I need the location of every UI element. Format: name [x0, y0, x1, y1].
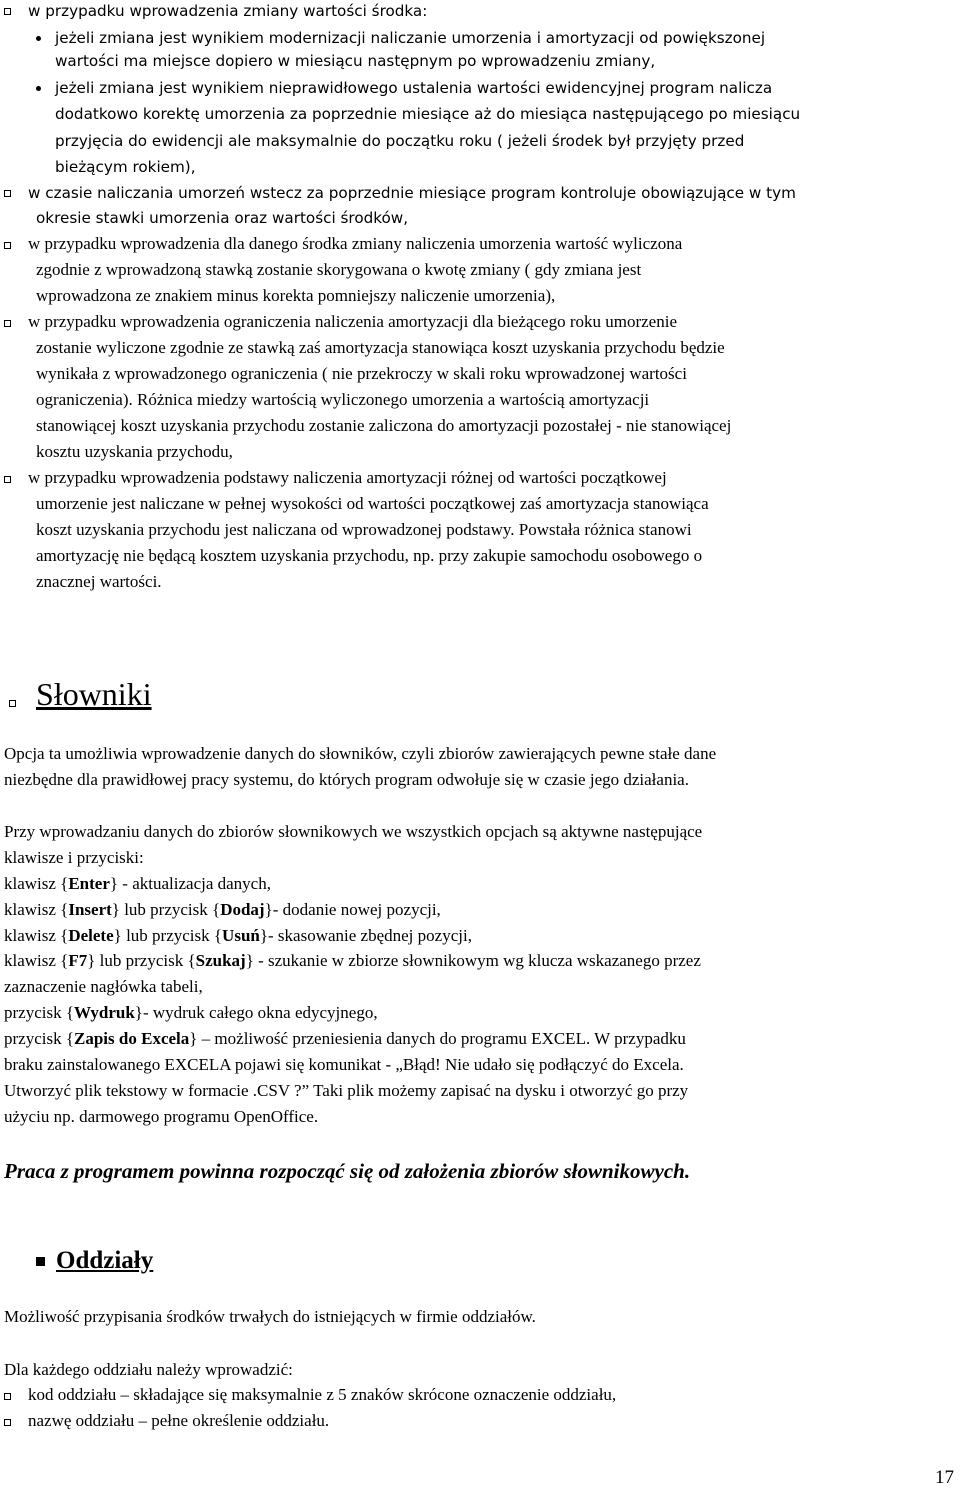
text-line: kosztu uzyskania przychodu, — [36, 442, 233, 461]
key-row-excel: przycisk {Zapis do Excela} – możliwość przeniesienia danych do programu EXCEL. W przypadku — [4, 1029, 686, 1048]
text-line: zostanie wyliczone zgodnie ze stawką zaś amortyzacja stanowiąca koszt uzyskania przychodu będzie — [36, 338, 725, 357]
checkbox-bullet-icon — [4, 476, 11, 483]
text-line: w przypadku wprowadzenia dla danego środka zmiany naliczenia umorzenia wartość wyliczona — [28, 234, 683, 253]
text-line: amortyzację nie będącą kosztem uzyskania przychodu, np. przy zakupie samochodu osobowego o — [36, 546, 703, 565]
section-title-slowniki: Słowniki — [36, 676, 152, 712]
checkbox-bullet-icon — [9, 700, 16, 707]
page-number: 17 — [935, 1467, 954, 1488]
checkbox-bullet-icon — [4, 242, 11, 249]
text-line: bieżącym rokiem), — [55, 158, 196, 176]
key-row-enter: klawisz {Enter} - aktualizacja danych, — [4, 874, 271, 893]
text-line: niezbędne dla prawidłowej pracy systemu, do których program odwołuje się w czasie jego działania. — [4, 770, 689, 789]
text-line: Przy wprowadzaniu danych do zbiorów słownikowych we wszystkich opcjach są aktywne następujące — [4, 822, 703, 841]
change-list-heading: w przypadku wprowadzenia zmiany wartości środka: — [28, 2, 428, 20]
text-line: Opcja ta umożliwia wprowadzenie danych do słowników, czyli zbiorów zawierających pewne stałe dane — [4, 744, 717, 763]
round-bullet-icon — [36, 86, 41, 91]
text-line: w czasie naliczania umorzeń wstecz za poprzednie miesiące program kontroluje obowiązujące w tym — [28, 184, 796, 202]
list-item: nazwę oddziału – pełne określenie oddziału. — [28, 1411, 330, 1430]
text-line: braku zainstalowanego EXCELA pojawi się komunikat - „Błąd! Nie udało się podłączyć do Excela. — [4, 1055, 684, 1074]
text-line: przyjęcia do ewidencji ale maksymalnie do początku roku ( jeżeli środek był przyjęty przed — [55, 132, 745, 150]
key-row-f7: klawisz {F7} lub przycisk {Szukaj} - szukanie w zbiorze słownikowym wg klucza wskazanego przez — [4, 951, 701, 970]
checkbox-bullet-icon — [4, 320, 11, 327]
text-line: okresie stawki umorzenia oraz wartości środków, — [36, 209, 409, 227]
text-line: Utworzyć plik tekstowy w formacie .CSV ?” Taki plik możemy zapisać na dysku i otworzyć go przy — [4, 1081, 689, 1100]
key-row-insert: klawisz {Insert} lub przycisk {Dodaj}- dodanie nowej pozycji, — [4, 900, 441, 919]
text-line: w przypadku wprowadzenia ograniczenia naliczenia amortyzacji dla bieżącego roku umorzenie — [28, 312, 677, 331]
text-line: stanowiącej koszt uzyskania przychodu zostanie zaliczona do amortyzacji pozostałej - nie stanowiącej — [36, 416, 732, 435]
text-line: ograniczenia). Różnica miedzy wartością wyliczonego umorzenia a wartością amortyzacji — [36, 390, 650, 409]
text-line: użyciu np. darmowego programu OpenOffice. — [4, 1107, 319, 1126]
section-title-oddzialy: Oddziały — [56, 1247, 154, 1274]
text-line: koszt uzyskania przychodu jest naliczana od wprowadzonej podstawy. Powstała różnica stanowi — [36, 520, 692, 539]
checkbox-bullet-icon — [4, 1419, 11, 1426]
text-line: znacznej wartości. — [36, 572, 162, 591]
text-line: umorzenie jest naliczane w pełnej wysokości od wartości początkowej zaś amortyzacja stanowiąca — [36, 494, 709, 513]
list-item: kod oddziału – składające się maksymalnie z 5 znaków skrócone oznaczenie oddziału, — [28, 1385, 617, 1404]
text-line: jeżeli zmiana jest wynikiem nieprawidłowego ustalenia wartości ewidencyjnej program nalicza — [55, 79, 773, 97]
text-line: wynikała z wprowadzonego ograniczenia ( nie przekroczy w skali roku wprowadzonej wartości — [36, 364, 687, 383]
checkbox-bullet-icon — [4, 190, 11, 197]
round-bullet-icon — [36, 36, 41, 41]
text-line: Dla każdego oddziału należy wprowadzić: — [4, 1360, 293, 1379]
text-line: zgodnie z wprowadzoną stawką zostanie skorygowana o kwotę zmiany ( gdy zmiana jest — [36, 260, 642, 279]
text-line: dodatkowo korektę umorzenia za poprzednie miesiące aż do miesiąca następującego po miesiącu — [55, 105, 801, 123]
checkbox-bullet-icon — [4, 8, 11, 15]
text-line: klawisze i przyciski: — [4, 848, 144, 867]
text-line: jeżeli zmiana jest wynikiem modernizacji naliczanie umorzenia i amortyzacji od powiększonej — [55, 29, 766, 47]
text-line: wartości ma miejsce dopiero w miesiącu następnym po wprowadzeniu zmiany, — [55, 52, 656, 70]
key-row-delete: klawisz {Delete} lub przycisk {Usuń}- skasowanie zbędnej pozycji, — [4, 926, 472, 945]
text-line: zaznaczenie nagłówka tabeli, — [4, 977, 203, 996]
square-bullet-icon — [36, 1257, 45, 1266]
important-note: Praca z programem powinna rozpocząć się od założenia zbiorów słownikowych. — [4, 1159, 691, 1183]
key-row-wydruk: przycisk {Wydruk}- wydruk całego okna edycyjnego, — [4, 1003, 378, 1022]
text-line: w przypadku wprowadzenia podstawy naliczenia amortyzacji różnej od wartości początkowej — [28, 468, 667, 487]
checkbox-bullet-icon — [4, 1393, 11, 1400]
text-line: wprowadzona ze znakiem minus korekta pomniejszy naliczenie umorzenia), — [36, 286, 556, 305]
text-line: Możliwość przypisania środków trwałych do istniejących w firmie oddziałów. — [4, 1307, 536, 1326]
